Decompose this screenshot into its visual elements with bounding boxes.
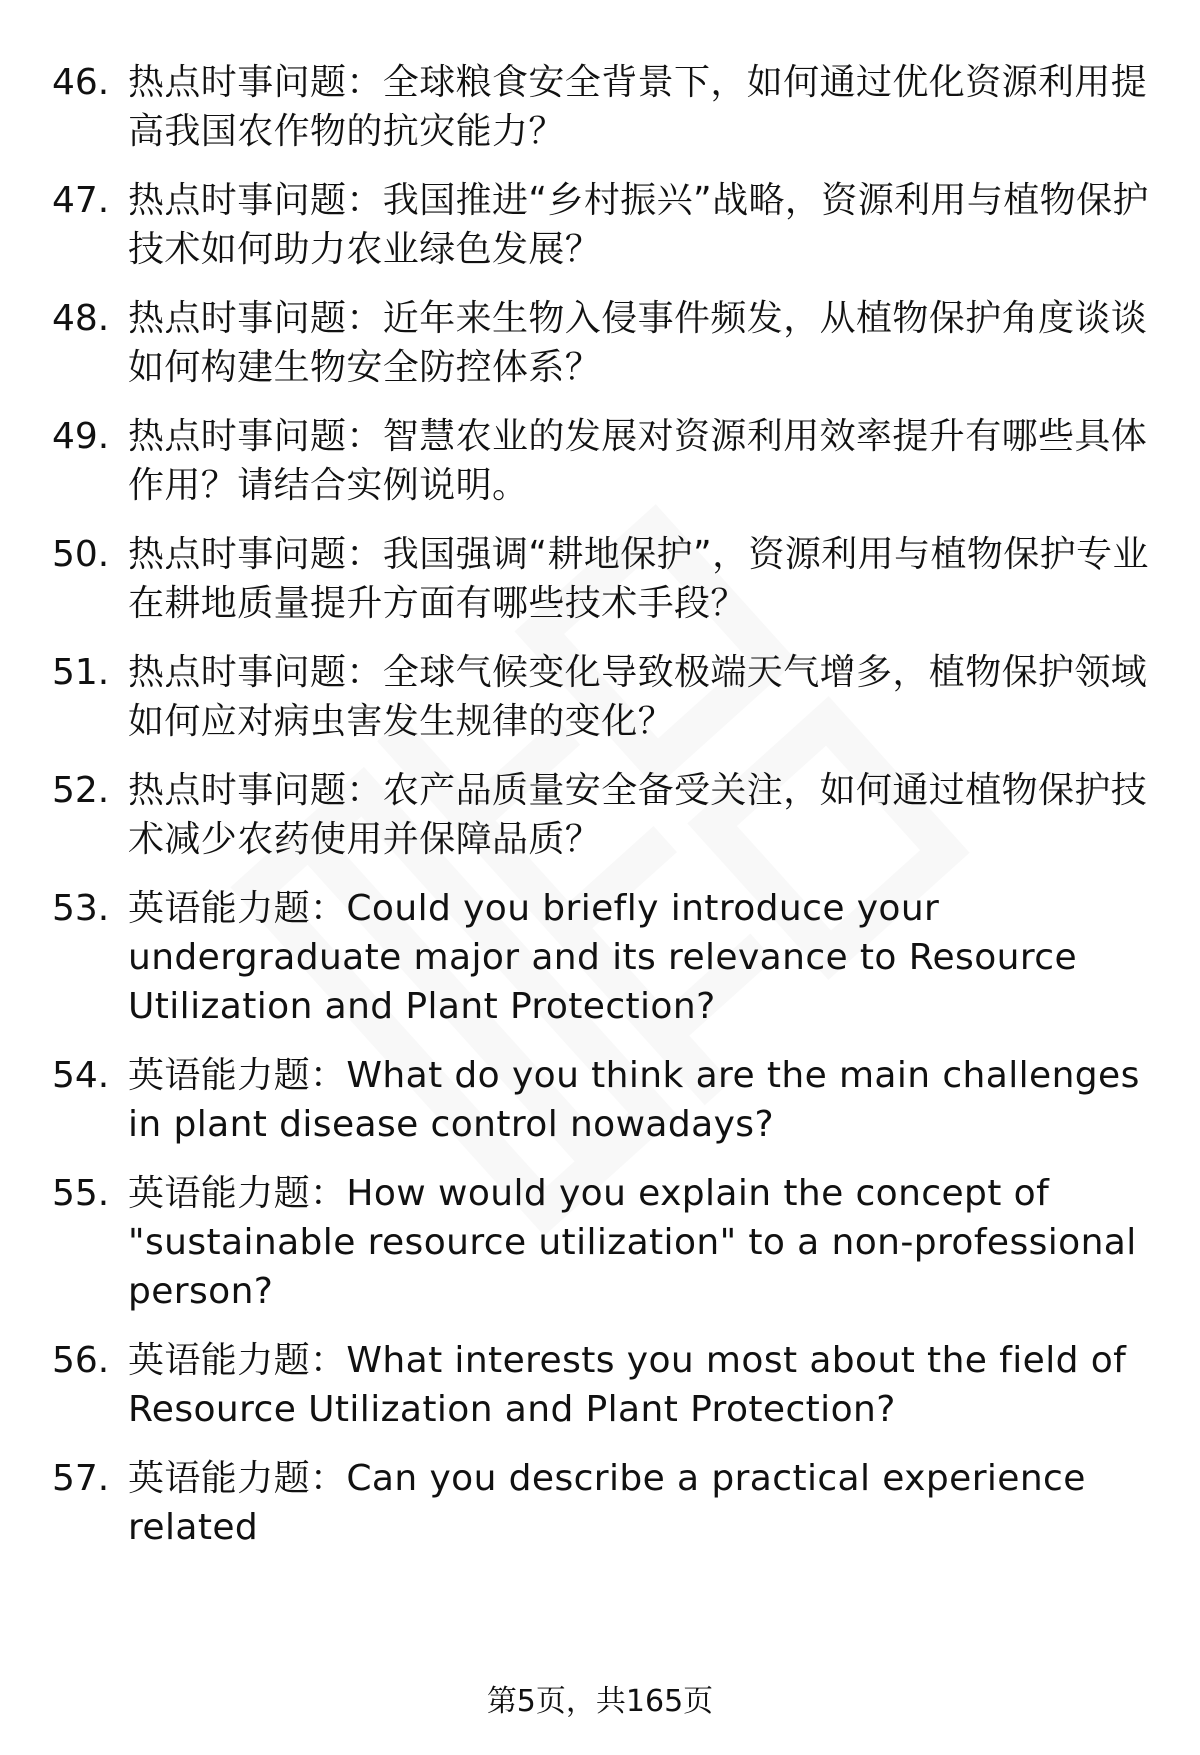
question-item [52,176,1152,274]
page-number-label: 第5页，共165页 [486,1684,714,1719]
question-text: 热点时事问题：智慧农业的发展对资源利用效率提升有哪些具体作用？请结合实例说明。 [128,416,1148,506]
question-number: 47. [52,180,110,221]
question-text: 热点时事问题：农产品质量安全备受关注，如何通过植物保护技术减少农药使用并保障品质？ [128,770,1148,860]
question-number: 57. [52,1458,110,1499]
question-text: 热点时事问题：我国强调“耕地保护”，资源利用与植物保护专业在耕地质量提升方面有哪些技术手段？ [128,534,1149,624]
question-number: 55. [52,1173,110,1214]
question-number: 50. [52,534,110,575]
question-number: 53. [52,888,110,929]
question-number: 48. [52,298,110,339]
question-item [52,412,1152,510]
question-text: 英语能力题：Can you describe a practical experience related [128,1458,1086,1548]
question-item [52,648,1152,746]
question-text: 英语能力题：How would you explain the concept of "sustainable resource utilization" to a non-professional person? [128,1173,1137,1312]
question-item [52,294,1152,392]
question-list [52,58,1152,1552]
question-number: 52. [52,770,110,811]
question-number: 49. [52,416,110,457]
question-item [52,58,1152,156]
question-item [52,1169,1152,1316]
question-number: 54. [52,1055,110,1096]
question-text: 热点时事问题：近年来生物入侵事件频发，从植物保护角度谈谈如何构建生物安全防控体系？ [128,298,1148,388]
question-number: 51. [52,652,110,693]
question-text: 热点时事问题：全球粮食安全背景下，如何通过优化资源利用提高我国农作物的抗灾能力？ [128,62,1148,152]
question-item [52,884,1152,1031]
page-footer [0,1682,1200,1722]
question-item [52,530,1152,628]
question-text: 英语能力题：What interests you most about the field of Resource Utilization and Plant Protection? [128,1340,1127,1430]
question-text: 英语能力题：What do you think are the main challenges in plant disease control nowadays? [128,1055,1140,1145]
question-item [52,766,1152,864]
question-number: 56. [52,1340,110,1381]
question-item [52,1051,1152,1149]
question-text: 热点时事问题：我国推进“乡村振兴”战略，资源利用与植物保护技术如何助力农业绿色发展？ [128,180,1149,270]
question-number: 46. [52,62,110,103]
question-text: 热点时事问题：全球气候变化导致极端天气增多，植物保护领域如何应对病虫害发生规律的变化？ [128,652,1148,742]
question-item [52,1336,1152,1434]
question-text: 英语能力题：Could you briefly introduce your undergraduate major and its relevance to Resource Utilization and Plant Protection? [128,888,1077,1027]
question-item [52,1454,1152,1552]
